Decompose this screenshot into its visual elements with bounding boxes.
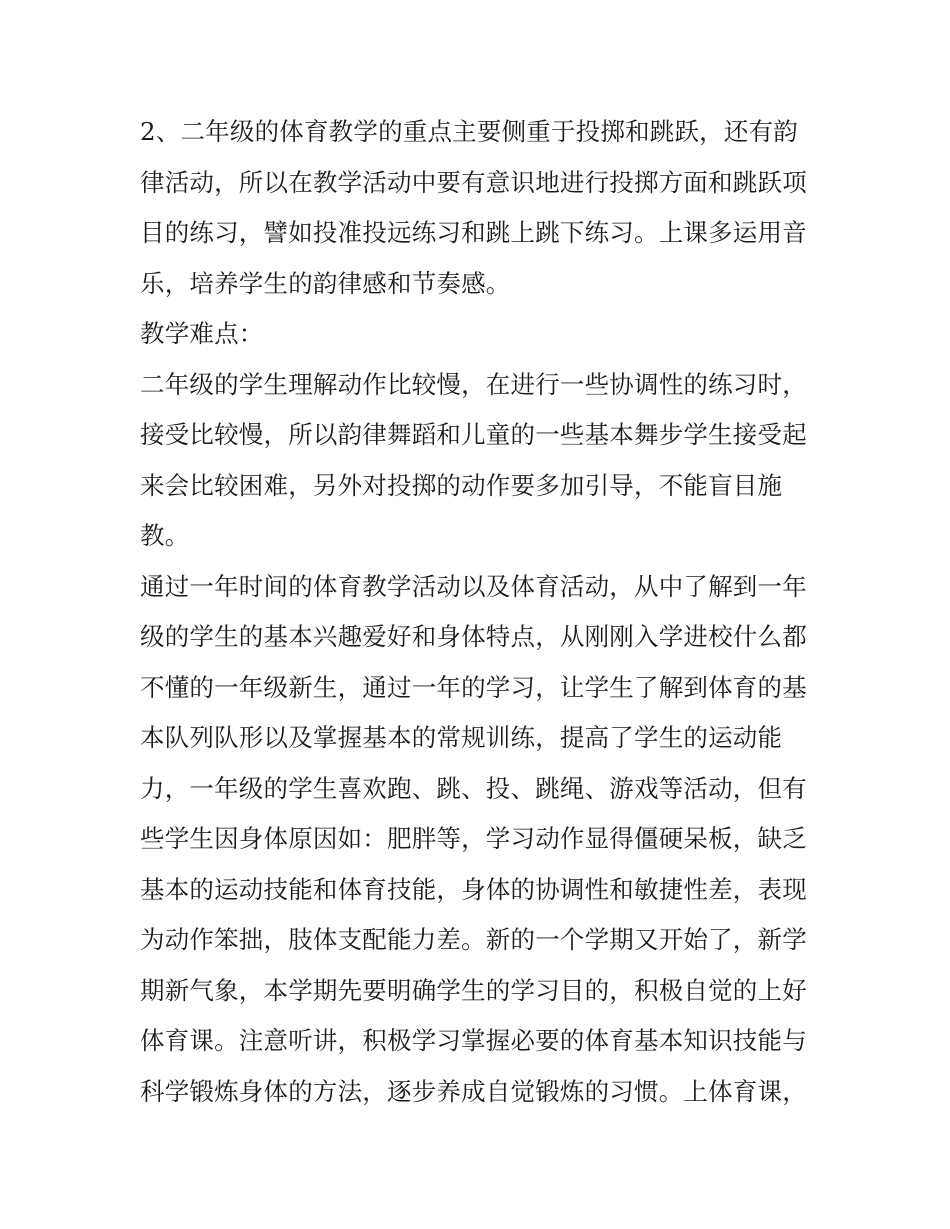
heading-teaching-difficulties: 教学难点： [140,319,264,348]
paragraph-student-analysis: 通过一年时间的体育教学活动以及体育活动，从中了解到一年 级的学生的基本兴趣爱好和身体特点，从刚刚入学进校什么都 不懂的一年级新生，通过一年的学习，让学生了解到体育的基 本队列队形以及掌握基本的常规训练，提高了学生的运动能 力，一年级的学生喜欢跑、跳、投、跳绳、游戏等活动，但有 些学生因身体原因如：肥胖等，学习动作显得僵硬呆板，缺乏 基本的运动技能和体育技能，身体的协调性和敏捷性差，表现 为动作笨拙，肢体支配能力差。新的一个学期又开始了，新学 期新气象，本学期先要明确学生的学习目的，积极自觉的上好 体育课。注意听讲，积极学习掌握必要的体育基本知识技能与 科学锻炼身体的方法，逐步养成自觉锻炼的习惯。上体育课， [140,571,807,1106]
document-body [140,107,820,1117]
paragraph-teaching-difficulties: 二年级的学生理解动作比较慢，在进行一些协调性的练习时， 接受比较慢，所以韵律舞蹈和儿童的一些基本舞步学生接受起 来会比较困难，另外对投掷的动作要多加引导，不能盲目施 教。 [140,369,807,550]
paragraph-teaching-focus: 2、二年级的体育教学的重点主要侧重于投掷和跳跃，还有韵 律活动，所以在教学活动中要有意识地进行投掷方面和跳跃项 目的练习，譬如投准投远练习和跳上跳下练习。上课多运用音 乐，培养学生的韵律感和节奏感。 [140,117,807,298]
